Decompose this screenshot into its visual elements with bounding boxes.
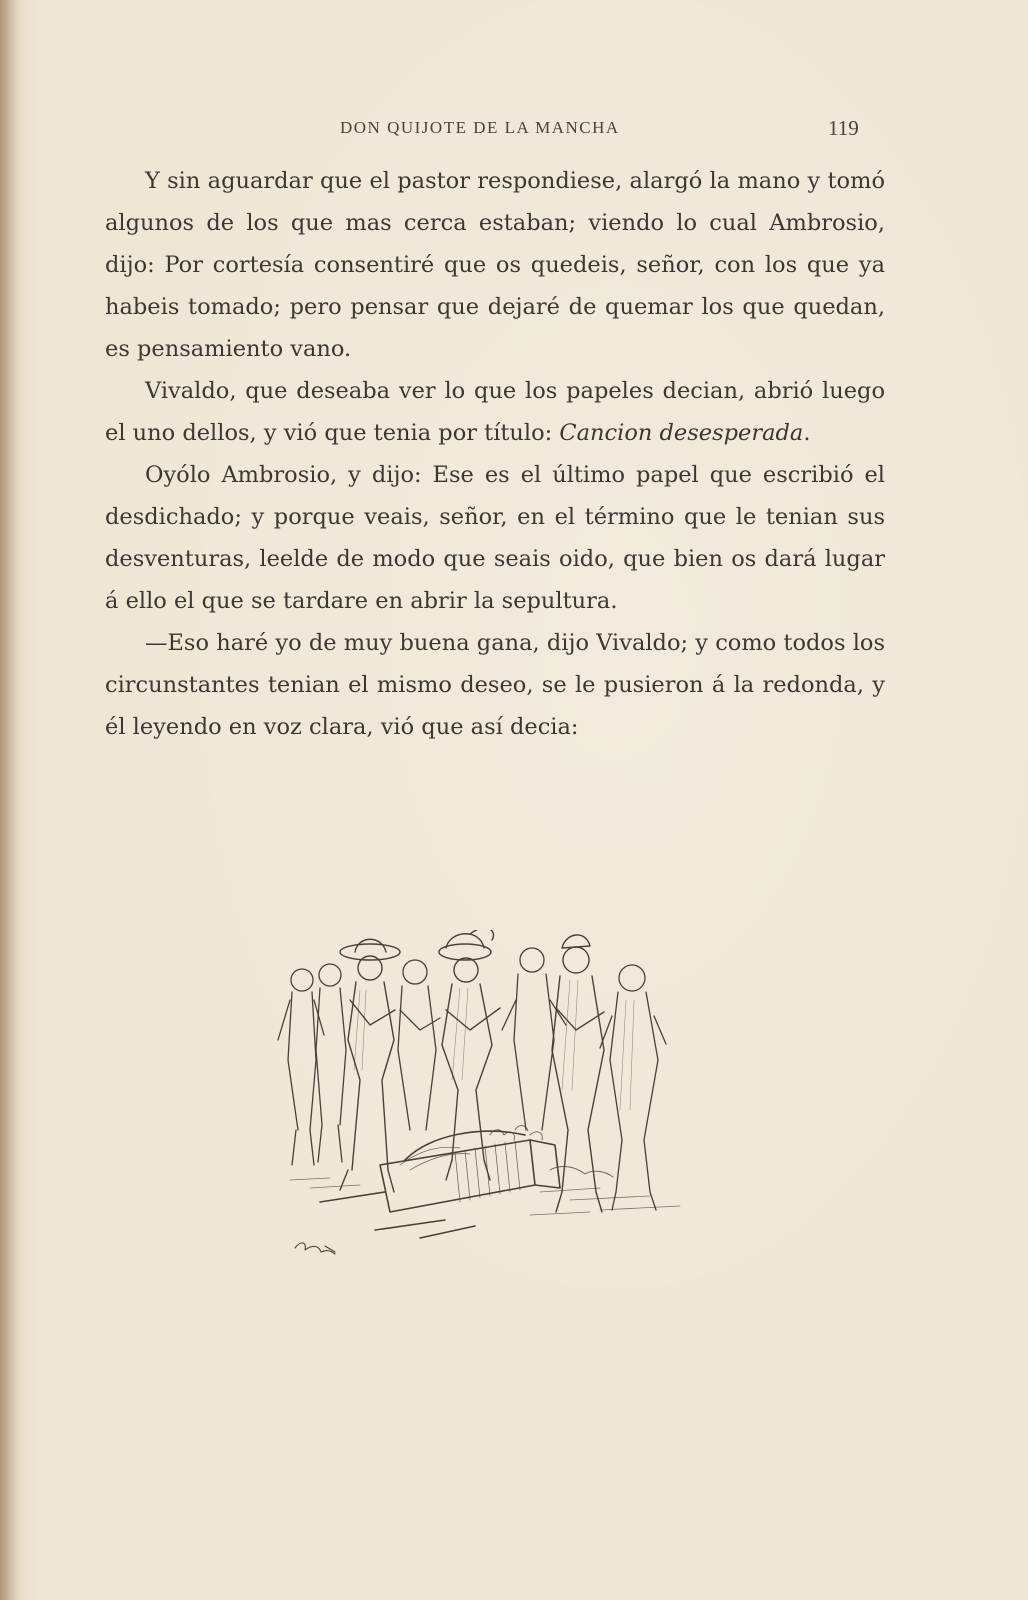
body-text: [105, 160, 885, 748]
poem-title: Cancion desesperada: [559, 420, 804, 446]
paragraph-1: Y sin aguardar que el pastor respondiese, alargó la mano y tomó algunos de los que mas cerca estaban; viendo lo cual Ambrosio, dijo: Por cortesía consentiré que os quedeis, señor, con los que ya habeis tomado; pero pensar que dejaré de quemar los que quedan, es pensamiento vano.: [105, 168, 885, 362]
engraving-shepherds-around-bier-icon: [270, 930, 710, 1270]
paragraph-2: [105, 370, 885, 454]
paragraph-4: —Eso haré yo de muy buena gana, dijo Vivaldo; y como todos los circunstantes tenian el mismo deseo, se le pusieron á la redonda, y él leyendo en voz clara, vió que así decia:: [105, 630, 885, 740]
paragraph-2-text: Vivaldo, que deseaba ver lo que los papeles decian, abrió luego el uno dellos, y vió que tenia por título:: [105, 378, 885, 446]
paragraph-3: Oyólo Ambrosio, y dijo: Ese es el último papel que escribió el desdichado; y porque veais, señor, en el término que le tenian sus desventuras, leelde de modo que seais oido, que bien os dará lugar á ello el que se tardare en abrir la sepultura.: [105, 462, 885, 614]
gutter-shadow: [0, 0, 18, 1600]
paragraph-2-end: .: [803, 420, 811, 446]
running-head: DON QUIJOTE DE LA MANCHA: [340, 118, 620, 137]
page-number: 119: [828, 116, 859, 140]
